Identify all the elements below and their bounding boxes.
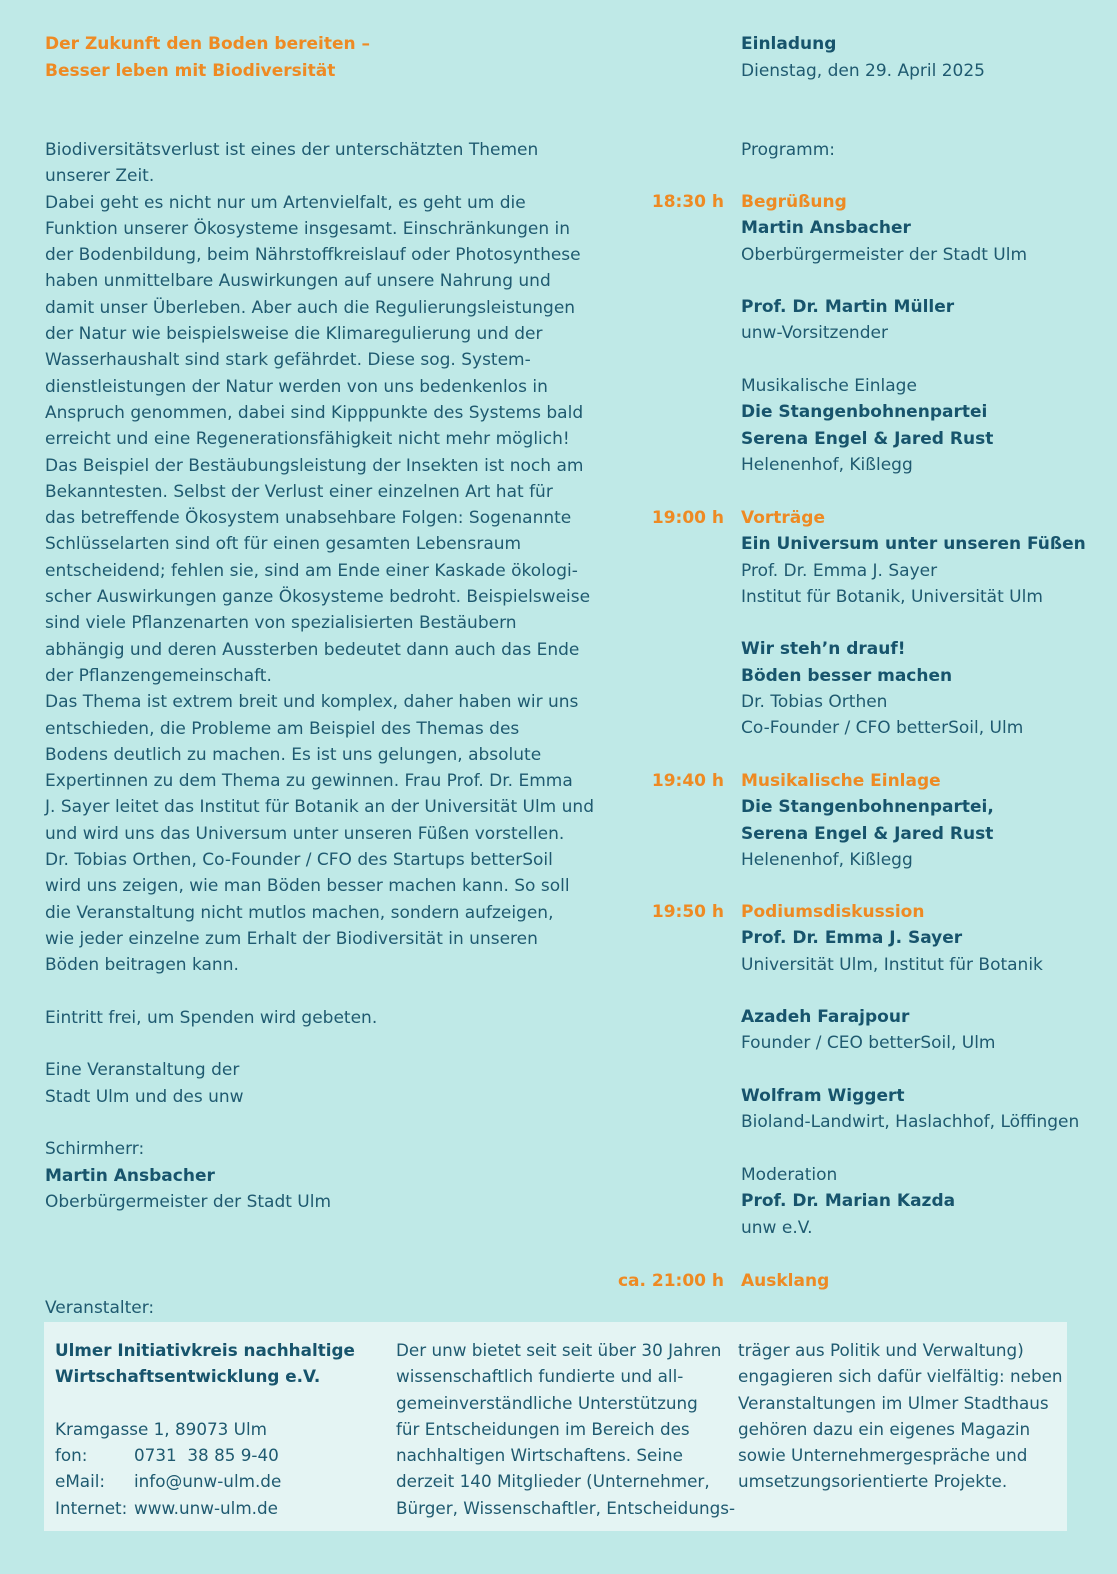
description-line: gemeinverständliche Unterstützung	[396, 1392, 698, 1413]
patron-title: Oberbürgermeister der Stadt Ulm	[45, 1191, 332, 1212]
description-line: engagieren sich dafür vielfältig: neben	[738, 1366, 1063, 1387]
email-key: eMail:	[55, 1471, 106, 1492]
organizer-box	[44, 1322, 1067, 1531]
org-name-line: Ulmer Initiativkreis nachhaltige	[55, 1340, 355, 1360]
intro-line: scher Auswirkungen ganze Ökosysteme bedroht. Beispielsweise	[45, 587, 591, 608]
event-title-line: Der Zukunft den Boden bereiten –	[45, 34, 371, 54]
intro-line: sind viele Pflanzenarten von spezialisierten Bestäubern	[45, 613, 517, 634]
program-section-music	[741, 768, 994, 873]
intro-line: unserer Zeit.	[45, 166, 155, 187]
intro-line: J. Sayer leitet das Institut für Botanik an der Universität Ulm und	[45, 797, 594, 818]
time-1900: 19:00 h	[651, 508, 724, 528]
speaker-role: unw-Vorsitzender	[741, 323, 888, 344]
intro-line: erreicht und eine Regenerationsfähigkeit nicht mehr möglich!	[45, 429, 570, 450]
panelist-name: Wolfram Wiggert	[741, 1086, 905, 1107]
intro-line: Das Thema ist extrem breit und komplex, daher haben wir uns	[45, 692, 579, 713]
organizer-description-1	[396, 1337, 735, 1521]
section-heading: Begrüßung	[741, 192, 847, 212]
description-line: für Entscheidungen im Bereich des	[396, 1418, 690, 1439]
description-line: umsetzungsorientierte Projekte.	[738, 1471, 1008, 1492]
section-heading: Vorträge	[741, 508, 825, 528]
band-name: Die Stangenbohnenpartei,	[741, 797, 994, 818]
intro-line: Wasserhaushalt sind stark gefährdet. Diese sog. System-	[45, 350, 531, 371]
intro-line: Das Beispiel der Bestäubungsleistung der Insekten ist noch am	[45, 455, 584, 476]
speaker-name: Martin Ansbacher	[741, 218, 911, 239]
talk-title: Ein Universum unter unseren Füßen	[741, 534, 1086, 555]
time-1940: 19:40 h	[651, 771, 724, 791]
description-line: Der unw bietet seit seit über 30 Jahren	[396, 1340, 722, 1360]
org-phone: 0731 38 85 9-40	[134, 1445, 279, 1466]
org-web-row	[55, 1495, 355, 1521]
band-name: Die Stangenbohnenpartei	[741, 402, 988, 423]
org-address: Kramgasse 1, 89073 Ulm	[55, 1418, 267, 1439]
band-members: Serena Engel & Jared Rust	[741, 428, 994, 449]
event-title	[45, 31, 370, 85]
moderator-name: Prof. Dr. Marian Kazda	[741, 1191, 956, 1212]
invitation-label: Einladung	[741, 34, 837, 54]
moderator-role: unw e.V.	[741, 1217, 813, 1238]
speaker-name: Prof. Dr. Emma J. Sayer	[741, 560, 938, 581]
intro-line: Bekanntesten. Selbst der Verlust einer einzelnen Art hat für	[45, 481, 553, 502]
org-email-row	[55, 1468, 355, 1494]
organizer-line: Stadt Ulm und des unw	[45, 1086, 244, 1107]
intro-line: das betreffende Ökosystem unabsehbare Folgen: Sogenannte	[45, 508, 572, 529]
program-section-panel	[741, 899, 1079, 1241]
band-members: Serena Engel & Jared Rust	[741, 823, 994, 844]
organizer-label: Veranstalter:	[45, 1298, 155, 1318]
intro-line: Anspruch genommen, dabei sind Kipppunkte des Systems bald	[45, 402, 584, 423]
organizer-contact	[55, 1337, 355, 1521]
time-2100: ca. 21:00 h	[617, 1271, 724, 1291]
panelist-role: Founder / CEO betterSoil, Ulm	[741, 1033, 996, 1054]
org-name-line: Wirtschaftsentwicklung e.V.	[55, 1366, 321, 1387]
description-line: träger aus Politik und Verwaltung)	[738, 1340, 1024, 1360]
intro-line: damit unser Überleben. Aber auch die Regulierungsleistungen	[45, 297, 576, 318]
intro-line: abhängig und deren Aussterben bedeutet dann auch das Ende	[45, 639, 580, 660]
section-heading: Podiumsdiskussion	[741, 902, 925, 922]
intro-line: der Pflanzengemeinschaft.	[45, 665, 272, 686]
speaker-name: Prof. Dr. Martin Müller	[741, 297, 955, 318]
description-line: Bürger, Wissenschaftler, Entscheidungs-	[396, 1497, 736, 1518]
program-section-closing: Ausklang	[741, 1271, 830, 1291]
intro-line: Dabei geht es nicht nur um Artenvielfalt, es geht um die	[45, 192, 526, 213]
band-origin: Helenenhof, Kißlegg	[741, 454, 913, 475]
panelist-role: Universität Ulm, Institut für Botanik	[741, 954, 1043, 975]
program-section-talks	[741, 505, 1086, 742]
intro-line: Bodens deutlich zu machen. Es ist uns gelungen, absolute	[45, 744, 542, 765]
intro-line: wird uns zeigen, wie man Böden besser machen kann. So soll	[45, 876, 570, 897]
intro-line: entscheidend; fehlen sie, sind am Ende einer Kaskade ökologi-	[45, 560, 578, 581]
intro-line: Schlüsselarten sind oft für einen gesamten Lebensraum	[45, 534, 522, 555]
intro-line: die Veranstaltung nicht mutlos machen, sondern aufzeigen,	[45, 902, 554, 923]
speaker-role: Oberbürgermeister der Stadt Ulm	[741, 244, 1028, 265]
description-line: gehören dazu ein eigenes Magazin	[738, 1418, 1031, 1439]
description-line: nachhaltigen Wirtschaftens. Seine	[396, 1445, 683, 1466]
speaker-name: Dr. Tobias Orthen	[741, 692, 888, 713]
intro-line: wie jeder einzelne zum Erhalt der Biodiversität in unseren	[45, 928, 538, 949]
time-1950: 19:50 h	[651, 902, 724, 922]
intro-line: entschieden, die Probleme am Beispiel des Themas des	[45, 718, 520, 739]
organizer-description-2	[738, 1337, 1063, 1495]
phone-key: fon:	[55, 1445, 88, 1466]
time-1830: 18:30 h	[651, 192, 724, 212]
intro-line: Biodiversitätsverlust ist eines der unterschätzten Themen	[45, 140, 539, 160]
organizer-line: Eine Veranstaltung der	[45, 1060, 240, 1081]
description-line: derzeit 140 Mitglieder (Unternehmer,	[396, 1471, 710, 1492]
intro-line: Funktion unserer Ökosysteme insgesamt. Einschränkungen in	[45, 218, 570, 239]
panelist-role: Bioland-Landwirt, Haslachhof, Löffingen	[741, 1112, 1080, 1133]
intro-line: der Bodenbildung, beim Nährstoffkreislauf oder Photosynthese	[45, 245, 581, 266]
org-email[interactable]: info@unw-ulm.de	[134, 1471, 282, 1492]
event-date: Dienstag, den 29. April 2025	[741, 61, 985, 81]
intro-line: der Natur wie beispielsweise die Klimaregulierung und der	[45, 324, 543, 345]
section-heading: Musikalische Einlage	[741, 771, 941, 791]
org-phone-row	[55, 1442, 355, 1468]
admission-note: Eintritt frei, um Spenden wird gebeten.	[45, 1007, 378, 1028]
patron-label: Schirmherr:	[45, 1139, 145, 1160]
intro-line: dienstleistungen der Natur werden von uns bedenkenlos in	[45, 376, 548, 397]
talk-title: Wir steh’n drauf!	[741, 639, 906, 660]
intro-text	[45, 137, 594, 1215]
panelist-name: Prof. Dr. Emma J. Sayer	[741, 928, 963, 949]
event-title-line: Besser leben mit Biodiversität	[45, 61, 336, 81]
intro-line: haben unmittelbare Auswirkungen auf unsere Nahrung und	[45, 271, 551, 292]
invitation-header	[741, 31, 985, 85]
org-website[interactable]: www.unw-ulm.de	[134, 1497, 278, 1518]
moderation-label: Moderation	[741, 1164, 838, 1185]
music-label: Musikalische Einlage	[741, 376, 917, 397]
talk-subtitle: Böden besser machen	[741, 665, 953, 686]
patron-name: Martin Ansbacher	[45, 1165, 215, 1186]
panelist-name: Azadeh Farajpour	[741, 1007, 910, 1028]
intro-line: Böden beitragen kann.	[45, 955, 239, 976]
band-origin: Helenenhof, Kißlegg	[741, 849, 913, 870]
program-label: Programm:	[741, 140, 836, 160]
intro-line: und wird uns das Universum unter unseren Füßen vorstellen.	[45, 823, 565, 844]
speaker-role: Institut für Botanik, Universität Ulm	[741, 586, 1043, 607]
intro-line: Expertinnen zu dem Thema zu gewinnen. Frau Prof. Dr. Emma	[45, 771, 573, 792]
program-section-welcome	[741, 189, 1027, 478]
description-line: Veranstaltungen im Ulmer Stadthaus	[738, 1392, 1049, 1413]
description-line: sowie Unternehmergespräche und	[738, 1445, 1028, 1466]
intro-line: Dr. Tobias Orthen, Co-Founder / CFO des Startups betterSoil	[45, 850, 553, 871]
description-line: wissenschaftlich fundierte und all-	[396, 1366, 684, 1387]
speaker-role: Co-Founder / CFO betterSoil, Ulm	[741, 718, 1024, 739]
web-key: Internet:	[55, 1497, 128, 1518]
